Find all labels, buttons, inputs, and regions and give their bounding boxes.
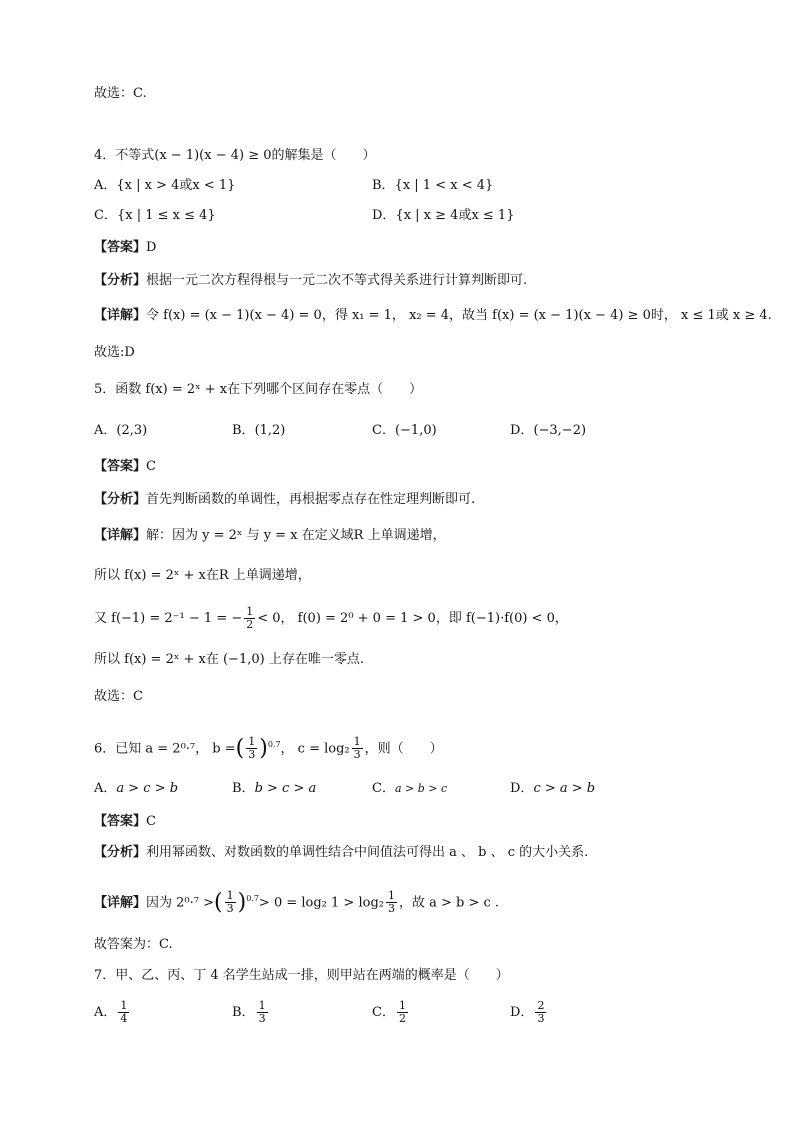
option-text: (−1,0) [394,423,437,438]
option-text: (−3,−2) [533,423,587,438]
q6-option-a [94,779,178,799]
q6-stem [94,728,734,766]
option-text: c > a > b [533,781,596,796]
stem-text: 6．已知 a = 2⁰·⁷， b = [94,741,236,757]
left-paren: ( [235,735,245,761]
option-label: D． [510,781,534,796]
option-label: D． [510,1005,534,1020]
prev-conclusion: 故选：C. [94,86,147,101]
fraction [246,736,257,761]
option-text: (1,2) [254,423,286,438]
q5-option-c [372,421,437,441]
q5-answer [94,457,734,477]
q5-conclusion: 故选：C [94,689,143,704]
q6-conclusion: 故答案为：C. [94,937,173,952]
option-label: B． [232,1005,255,1020]
analysis-text: 首先判断函数的单调性，再根据零点存在性定理判断即可. [146,492,476,507]
q4-option-a [94,176,235,196]
option-text: {x | x ≥ 4或x ≤ 1} [395,208,515,223]
analysis-tag: 【分析】 [94,845,147,860]
fraction-denominator: 3 [258,1012,266,1025]
option-label: C． [372,423,395,438]
q5-detail [94,526,734,546]
fraction-denominator: 4 [120,1012,128,1025]
fraction-numerator: 1 [398,999,406,1012]
q6-analysis [94,843,734,863]
q5-detail-line-3: 所以 f(x) = 2ˣ + x在 (−1,0) 上存在唯一零点. [94,652,364,667]
option-label: D． [510,423,534,438]
answer-tag: 【答案】 [94,459,147,474]
detail-text: 因为 2⁰·⁷ > [146,895,214,911]
option-label: A． [94,781,117,796]
q4-conclusion: 故选:D [94,345,135,360]
q5-detail-line-2 [94,604,734,634]
fraction [225,890,236,915]
option-label: C． [372,1005,395,1020]
q7-option-c [372,996,410,1030]
q6-option-d [510,779,595,799]
q4-stem: 4．不等式(x − 1)(x − 4) ≥ 0的解集是（ ） [94,148,376,163]
analysis-text: 利用幂函数、对数函数的单调性结合中间值法可得出 a 、 b 、 c 的大小关系. [146,845,589,860]
answer-tag: 【答案】 [94,814,147,829]
q5-option-d [510,421,586,441]
option-label: B． [372,178,395,193]
detail-text: 又 f(−1) = 2⁻¹ − 1 = − [94,611,243,626]
fraction-denominator: 2 [246,618,254,631]
left-paren: ( [214,889,223,915]
fraction-numerator: 1 [246,605,254,618]
q4-detail [94,306,772,326]
option-label: A． [94,1005,117,1020]
analysis-tag: 【分析】 [94,492,147,507]
fraction-numerator: 1 [353,735,361,749]
q6-detail [94,882,734,920]
fraction-numerator: 1 [120,999,128,1012]
answer-value: C [146,459,156,474]
option-text: {x | x > 4或x < 1} [116,178,236,193]
stem-text: ， c = log₂ [280,741,350,757]
option-label: D． [372,208,396,223]
q5-option-b [232,421,285,441]
detail-text: ，故 a > b > c . [398,895,500,911]
answer-value: D [146,240,157,255]
q5-detail-line-1: 所以 f(x) = 2ˣ + x在R 上单调递增， [94,568,311,583]
analysis-text: 根据一元二次方程得根与一元二次不等式得关系进行计算判断即可. [146,273,528,288]
option-text: {x | 1 ≤ x ≤ 4} [116,208,216,223]
detail-text: < 0， f(0) = 2⁰ + 0 = 1 > 0，即 f(−1)·f(0) < 0， [257,611,568,626]
detail-text: 解：因为 y = 2ˣ 与 y = x 在定义域R 上单调递增， [146,528,446,543]
right-paren: ) [237,889,247,915]
fraction [386,890,397,915]
answer-tag: 【答案】 [94,240,147,255]
q6-option-c [372,779,447,799]
fraction [257,1000,268,1025]
q6-answer [94,812,734,832]
exponent: 0.7 [246,894,259,903]
fraction-numerator: 2 [537,999,545,1012]
option-label: B． [232,781,255,796]
detail-text: 令 f(x) = (x − 1)(x − 4) = 0，得 x₁ = 1， x₂ = 4，故当 f(x) = (x − 1)(x − 4) ≥ 0时， x ≤ 1或 x ≥ 4. [146,308,772,323]
q5-option-a [94,421,147,441]
q7-option-d [510,996,548,1030]
fraction-denominator: 3 [248,748,256,762]
q7-option-a [94,996,131,1030]
fraction [352,736,363,761]
fraction-denominator: 2 [398,1012,406,1025]
fraction-denominator: 3 [226,902,234,916]
option-label: B． [232,423,255,438]
analysis-tag: 【分析】 [94,273,147,288]
fraction-numerator: 1 [258,999,266,1012]
detail-tag: 【详解】 [94,308,147,323]
detail-text: > 0 = log₂ 1 > log₂ [258,895,384,911]
detail-tag: 【详解】 [94,895,147,911]
fraction [244,606,255,631]
fraction [535,1000,546,1025]
right-paren: ) [259,735,268,761]
fraction-denominator: 3 [353,748,361,762]
q4-option-c [94,206,216,226]
fraction-denominator: 3 [537,1012,545,1025]
fraction-numerator: 1 [226,889,234,903]
fraction [118,1000,129,1025]
exponent: 0.7 [267,740,281,749]
q6-option-b [232,779,316,799]
q4-option-b [372,176,493,196]
fraction-denominator: 3 [387,902,395,916]
q7-option-b [232,996,270,1030]
answer-value: C [146,814,156,829]
option-text: a > c > b [116,781,179,796]
option-label: C． [94,208,117,223]
q4-analysis [94,271,734,291]
detail-tag: 【详解】 [94,528,147,543]
q4-answer [94,238,734,258]
q5-stem: 5．函数 f(x) = 2ˣ + x在下列哪个区间存在零点（ ） [94,382,423,397]
option-text: {x | 1 < x < 4} [394,178,494,193]
fraction [397,1000,408,1025]
q5-analysis [94,490,734,510]
fraction-numerator: 1 [248,735,256,749]
option-label: C． [372,781,395,796]
option-label: A． [94,178,117,193]
fraction-numerator: 1 [387,889,395,903]
stem-text: ，则（ ） [364,741,443,757]
option-text: a > b > c [394,782,448,795]
option-text: b > c > a [254,781,317,796]
q4-option-d [372,206,514,226]
option-label: A． [94,423,117,438]
q7-stem: 7．甲、乙、丙、丁 4 名学生站成一排，则甲站在两端的概率是（ ） [94,968,509,983]
option-text: (2,3) [116,423,148,438]
